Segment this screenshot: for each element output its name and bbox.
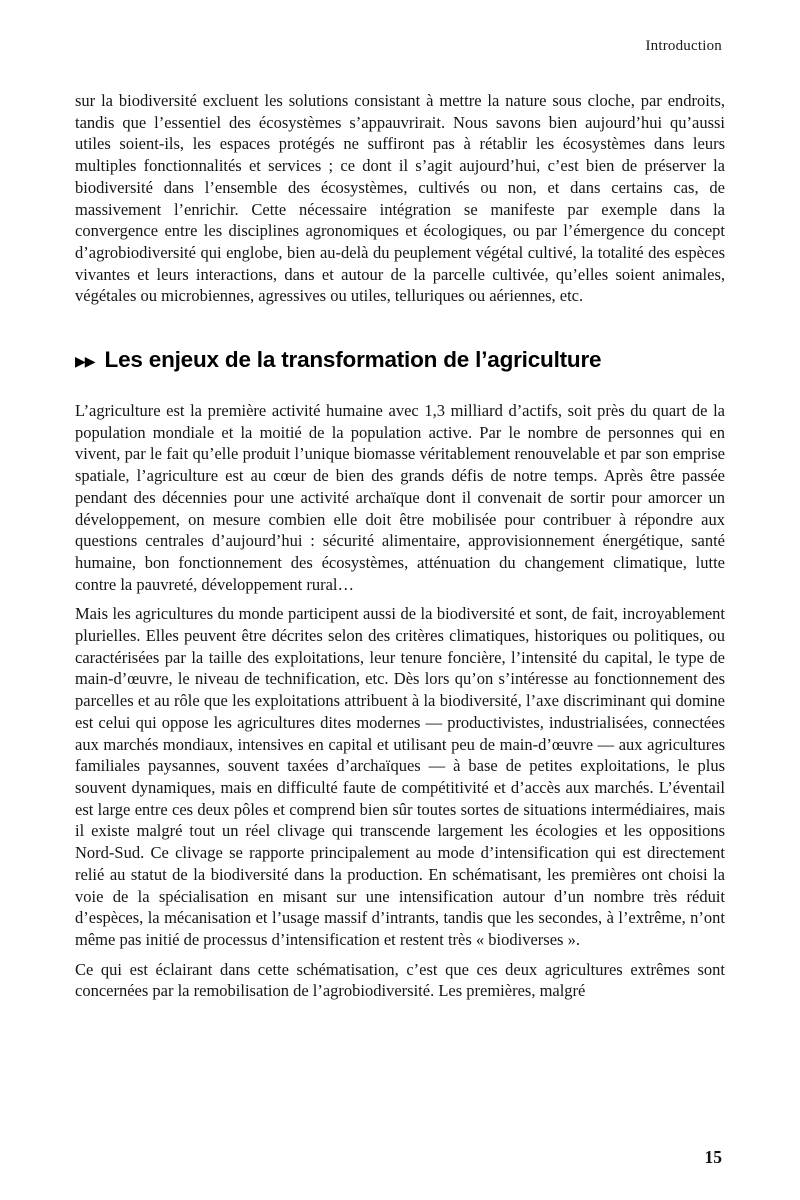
double-arrow-icon: ▶▶ [75,354,95,371]
page-number: 15 [704,1147,722,1167]
paragraph: L’agriculture est la première activité humaine avec 1,3 milliard d’actifs, soit près du quart de la population mondiale et la moitié de la population active. Par le nombre de personnes qui en vivent, par le fait qu’elle produit l’unique biomasse véritablement renouvelable et par son emprise spatiale, l’agriculture est au cœur de bien des grands défis de notre temps. Après être passée pendant des décennies pour une activité archaïque dont il convenait de sortir pour amorcer un développement, on mesure combien elle doit être mobilisée pour contribuer à répondre aux questions centrales d’aujourd’hui : sécurité alimentaire, approvisionnement énergétique, santé humaine, bon fonctionnement des écosystèmes, atténuation du changement climatique, lutte contre la pauvreté, développement rural… [75,401,725,594]
running-header: Introduction [645,38,722,54]
paragraph-continuation: sur la biodiversité excluent les solutions consistant à mettre la nature sous cloche, par endroits, tandis que l’essentiel des écosystèmes s’appauvrirait. Nous savons bien aujourd’hui qu’aussi utiles soient-ils, les espaces protégés ne suffiront pas à rétablir les écosystèmes dans leurs multiples fonctionnalités et services ; ce dont il s’agit aujourd’hui, c’est bien de préserver la biodiversité dans l’ensemble des écosystèmes, cultivés ou non, et dans certains cas, de massivement l’enrichir. Cette nécessaire intégration se manifeste par exemple dans la convergence entre les disciplines agronomiques et écologiques, ou par l’émergence du concept d’agrobiodiversité qui englobe, bien au-delà du peuplement végétal cultivé, la totalité des espèces vivantes et leurs interactions, dans et autour de la parcelle cultivée, qu’elles soient animales, végétales ou microbiennes, agressives ou utiles, telluriques ou aériennes, etc. [75,91,725,306]
section-heading [75,347,725,376]
paragraph: Ce qui est éclairant dans cette schématisation, c’est que ces deux agricultures extrêmes sont concernées par la remobilisation de l’agrobiodiversité. Les premières, malgré [75,959,725,1001]
section-heading-text: Les enjeux de la transformation de l’agriculture [104,347,602,373]
paragraph: Mais les agricultures du monde participent aussi de la biodiversité et sont, de fait, incroyablement plurielles. Elles peuvent être décrites selon des critères climatiques, historiques ou politiques, ou caractérisées par la taille des exploitations, leur tenure foncière, l’intensité du capital, le type de main-d’œuvre, le niveau de technification, etc. Dès lors qu’on s’intéresse au fonctionnement des parcelles et au rôle que les exploitations attribuent à la biodiversité, l’axe discriminant qui domine est celui qui oppose les agricultures dites modernes — productivistes, industrialisées, connectées aux marchés mondiaux, intensives en capital et utilisant peu de main-d’œuvre — aux agricultures familiales paysannes, souvent taxées d’archaïques — à base de petites exploitations, le plus souvent dynamiques, mais en difficulté faute de compétitivité et d’accès aux marchés. L’éventail est large entre ces deux pôles et comprend bien sûr toutes sortes de situations intermédiaires, mais il existe malgré tout un réel clivage qui transcende largement les écologies et les oppositions Nord-Sud. Ce clivage se rapporte principalement au mode d’intensification qui est directement relié au statut de la biodiversité dans la production. En schématisant, les premières ont choisi la voie de la spécialisation en misant sur une intensification autour d’un nombre très réduit d’espèces, la mécanisation et l’usage massif d’intrants, tandis que les secondes, à l’extrême, n’ont même pas initié de processus d’intensification et restent très « biodiverses ». [75,604,725,949]
text-block [75,90,725,1002]
